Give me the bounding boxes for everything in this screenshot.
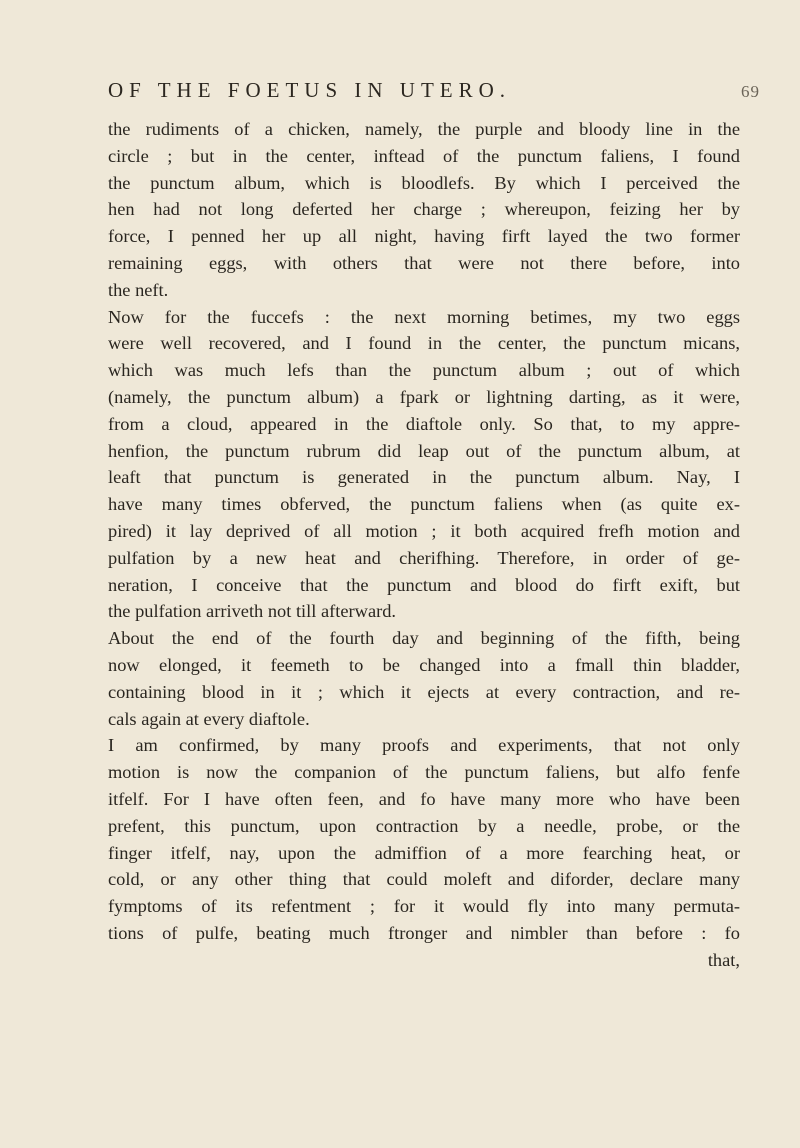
text-line: the neft. [108,279,169,300]
text-line: have many times obferved, the punctum faliens when (as quite ex- [108,494,740,515]
text-line: neration, I conceive that the punctum and blood do firft exift, but [108,574,740,595]
text-line: Now for the fuccefs : the next morning betimes, my two eggs [108,306,740,327]
text-line: finger itfelf, nay, upon the admiffion of a more fearching heat, or [108,842,740,863]
text-line: About the end of the fourth day and beginning of the fifth, being [108,628,740,649]
text-line: pired) it lay deprived of all motion ; it both acquired frefh motion and [108,520,740,541]
text-line: remaining eggs, with others that were not there before, into [108,252,740,273]
page-header [108,78,760,103]
text-line: I am confirmed, by many proofs and experiments, that not only [108,735,740,756]
text-line: henfion, the punctum rubrum did leap out of the punctum album, at [108,440,740,461]
page-number: 69 [741,82,760,101]
text-line: which was much lefs than the punctum album ; out of which [108,360,740,381]
text-line: force, I penned her up all night, having firft layed the two former [108,226,740,247]
text-line: the pulfation arriveth not till afterward. [108,601,397,622]
text-line: from a cloud, appeared in the diaftole only. So that, to my appre- [108,413,740,434]
text-line: pulfation by a new heat and cherifhing. Therefore, in order of ge- [108,547,740,568]
text-line: the punctum album, which is bloodlefs. By which I perceived the [108,172,740,193]
text-line: fymptoms of its refentment ; for it would fly into many permuta- [108,896,740,917]
text-line: were well recovered, and I found in the center, the punctum micans, [108,333,740,354]
text-line: cold, or any other thing that could moleft and diforder, declare many [108,869,740,890]
text-line: itfelf. For I have often feen, and fo have many more who have been [108,788,740,809]
text-line: now elonged, it feemeth to be changed into a fmall thin bladder, [108,654,740,675]
text-line: (namely, the punctum album) a fpark or lightning darting, as it were, [108,386,740,407]
text-line: containing blood in it ; which it ejects at every contraction, and re- [108,681,740,702]
text-line: tions of pulfe, beating much ftronger and nimbler than before : fo [108,922,740,943]
text-line: hen had not long deferted her charge ; whereupon, feizing her by [108,199,740,220]
text-line: motion is now the companion of the punctum faliens, but alfo fenfe [108,762,740,783]
text-line: circle ; but in the center, inftead of the punctum faliens, I found [108,145,740,166]
running-title: OF THE FOETUS IN UTERO. [108,78,512,102]
body-text [108,116,740,974]
text-line: prefent, this punctum, upon contraction by a needle, probe, or the [108,815,740,836]
catchword: that, [707,949,740,970]
text-line: leaft that punctum is generated in the punctum album. Nay, I [108,467,740,488]
text-line: the rudiments of a chicken, namely, the purple and bloody line in the [108,119,740,139]
text-line: cals again at every diaftole. [108,708,310,729]
